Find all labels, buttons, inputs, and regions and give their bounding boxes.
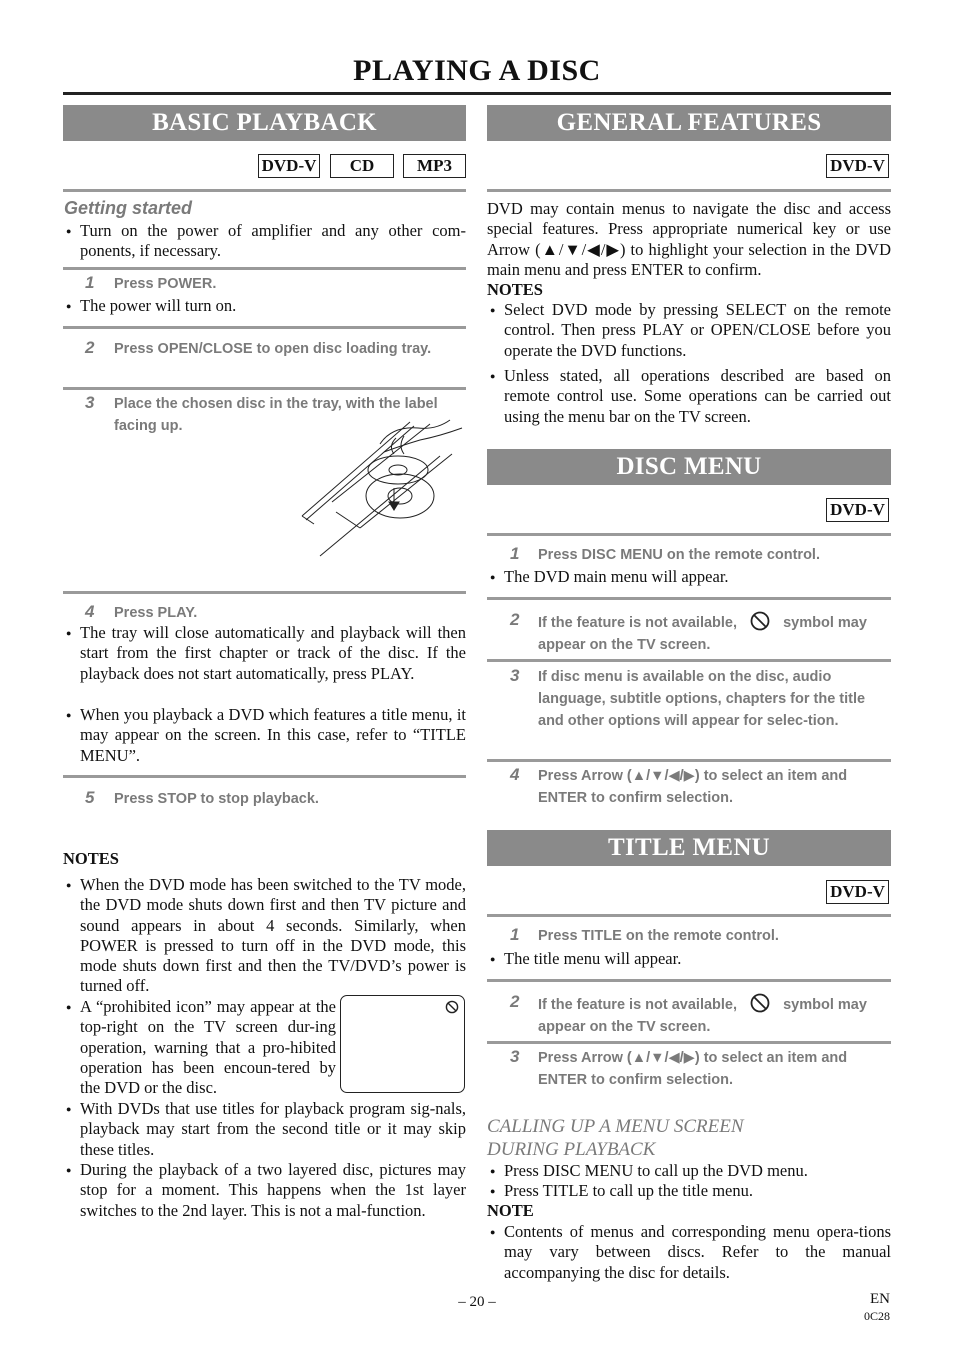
note-bullet: ● Contents of menus and corresponding menu opera-tions may vary between discs. Refer to the manual accompanying the disc for details.: [487, 1222, 891, 1283]
note-bullet: ● When the DVD mode has been switched to the TV mode, the DVD mode shuts down first and then TV picture and sound appears in about 4 seconds. Similarly, when POWER is pressed to turn off in the DVD mode, this mode shuts down first and then the TV/DVD’s power is turned off.: [63, 875, 466, 997]
basic-playback-heading: BASIC PLAYBACK: [63, 105, 466, 141]
model-code: 0C28: [863, 1309, 890, 1323]
badge-mp3: MP3: [403, 154, 466, 178]
note-bullet: ● Select DVD mode by pressing SELECT on the remote control. Then press PLAY or OPEN/CLOSE before you operate the DVD functions.: [487, 300, 891, 361]
step-text: Press OPEN/CLOSE to open disc loading tray.: [114, 341, 432, 357]
step-number: 3: [85, 393, 95, 412]
prohibited-icon: [749, 992, 771, 1014]
step4-bullet: ● The tray will close automatically and playback will then start from the first chapter or track of the disc. If the playback does not start automatically, press PLAY.: [63, 623, 466, 684]
step-text: Press PLAY.: [114, 605, 198, 621]
step-number: 3: [510, 666, 520, 685]
step-number: 3: [510, 1047, 520, 1066]
divider: [63, 387, 466, 390]
step-number: 2: [510, 992, 520, 1011]
divider: [487, 1041, 891, 1044]
disc-menu-heading: DISC MENU: [487, 449, 891, 485]
divider: [487, 759, 891, 762]
divider: [487, 189, 891, 192]
divider: [487, 597, 891, 600]
step-text: Press DISC MENU on the remote control.: [538, 547, 820, 563]
language-code: EN: [870, 1291, 890, 1307]
calling-up-heading: [487, 1115, 744, 1161]
badge-dvd-v: DVD-V: [258, 154, 320, 178]
divider: [63, 591, 466, 594]
page-number: – 20 –: [458, 1294, 496, 1310]
note-bullet: ● Unless stated, all operations described are based on remote control use. Some operations can be carried out using the menu bar on the TV screen.: [487, 366, 891, 427]
note-bullet: ● During the playback of a two layered disc, pictures may stop for a moment. This happens when the 1st layer switches to the 2nd layer. This is not a mal-function.: [63, 1160, 466, 1221]
step-text: [538, 610, 883, 656]
step1-bullet: ● The power will turn on.: [63, 296, 466, 316]
step4-bullet: ● When you playback a DVD which features a title menu, it may appear on the screen. In this case, refer to “TITLE MENU”.: [63, 705, 466, 766]
step-number: 2: [510, 610, 520, 629]
notes-heading: NOTES: [63, 849, 119, 868]
notes-heading: NOTES: [487, 280, 543, 299]
badge-dvd-v: DVD-V: [826, 498, 889, 522]
prohibited-icon: [749, 610, 771, 632]
calling-up-bullet: ● Press TITLE to call up the title menu.: [487, 1181, 891, 1201]
divider: [487, 533, 891, 536]
page-title: PLAYING A DISC: [353, 54, 601, 87]
divider: [487, 659, 891, 662]
step-text: Press POWER.: [114, 276, 217, 292]
title-menu-heading: TITLE MENU: [487, 830, 891, 866]
step-text: [538, 992, 883, 1038]
step-number: 1: [510, 925, 520, 944]
step-text: Press Arrow (▲/▼/◀/▶) to select an item and ENTER to confirm selection.: [538, 768, 848, 806]
calling-up-heading-line: DURING PLAYBACK: [487, 1139, 656, 1160]
step-text: Place the chosen disc in the tray, with the label facing up.: [114, 396, 438, 434]
note-bullet: ● A “prohibited icon” may appear at the top-right on the TV screen dur-ing operation, warning that a pro-hibited operation has been encoun-tered by the DVD or the disc.: [63, 997, 336, 1098]
step1-bullet: ● The DVD main menu will appear.: [487, 567, 891, 587]
step-number: 2: [85, 338, 95, 357]
step-number: 4: [85, 602, 95, 621]
getting-started-heading: Getting started: [64, 198, 193, 218]
calling-up-heading-line: CALLING UP A MENU SCREEN: [487, 1116, 744, 1137]
step-text-part: symbol may appear on the TV screen.: [538, 997, 867, 1035]
general-features-body: DVD may contain menus to navigate the disc and access special features. Press appropriate numerical key or use Arrow (▲/▼/◀/▶) to highlight your selection in the DVD main menu and press ENTER to confirm.: [487, 199, 891, 279]
prohibited-icon: [445, 1000, 459, 1014]
divider: [487, 914, 891, 917]
step-text: Press Arrow (▲/▼/◀/▶) to select an item and ENTER to confirm selection.: [538, 1050, 848, 1088]
step-text: Press TITLE on the remote control.: [538, 928, 779, 944]
general-features-heading: GENERAL FEATURES: [487, 105, 891, 141]
calling-up-bullet: ● Press DISC MENU to call up the DVD menu.: [487, 1161, 891, 1181]
step-number: 4: [510, 765, 520, 784]
title-rule: [63, 92, 891, 95]
step-text-part: If the feature is not available,: [538, 615, 738, 631]
step-text-part: If the feature is not available,: [538, 997, 738, 1013]
note-heading: NOTE: [487, 1201, 534, 1220]
step1-bullet: ● The title menu will appear.: [487, 949, 891, 969]
intro-bullet: ● Turn on the power of amplifier and any other com-ponents, if necessary.: [63, 221, 466, 262]
step-number: 1: [510, 544, 520, 563]
step-number: 5: [85, 788, 95, 807]
note-bullet: ● With DVDs that use titles for playback program sig-nals, playback may start from the second title or it may skip these titles.: [63, 1099, 466, 1160]
divider: [63, 326, 466, 329]
tv-screen-illustration: [340, 995, 465, 1093]
step-text: Press STOP to stop playback.: [114, 791, 319, 807]
disc-tray-illustration: [300, 416, 466, 562]
step-text: If disc menu is available on the disc, audio language, subtitle options, chapters for the title and other options will appear for selec-tion.: [538, 669, 866, 729]
divider: [63, 189, 466, 192]
divider: [63, 775, 466, 778]
badge-cd: CD: [330, 154, 394, 178]
divider: [487, 979, 891, 982]
badge-dvd-v: DVD-V: [826, 880, 889, 904]
divider: [63, 267, 466, 270]
badge-dvd-v: DVD-V: [826, 154, 889, 178]
step-text-part: symbol may appear on the TV screen.: [538, 615, 867, 653]
step-number: 1: [85, 273, 95, 292]
